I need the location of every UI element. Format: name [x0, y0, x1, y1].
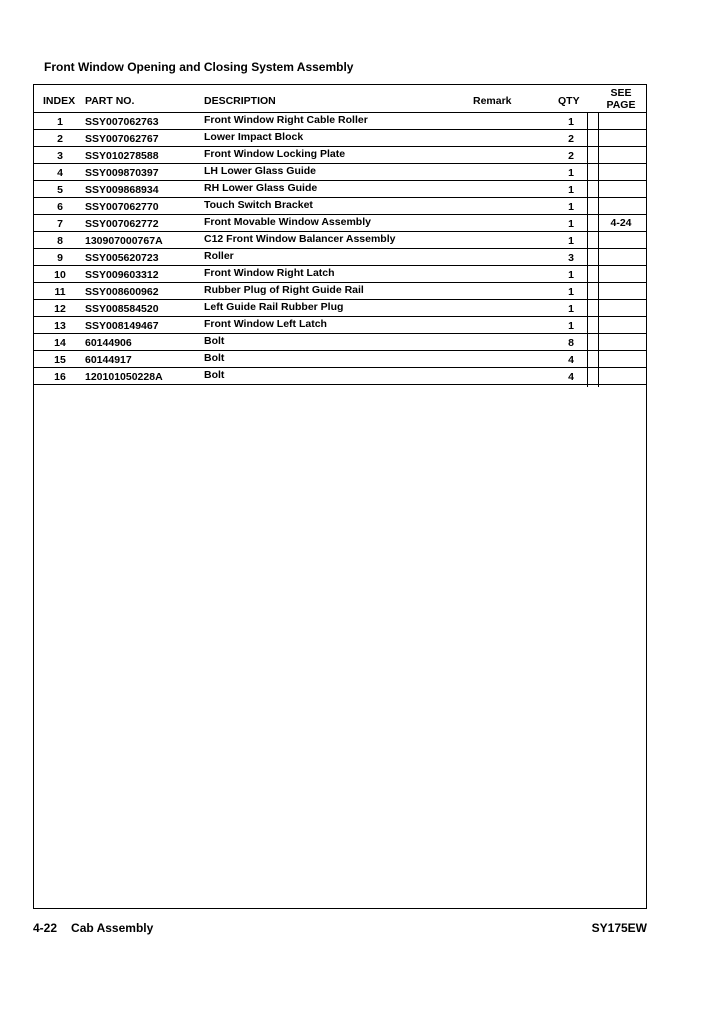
- cell-see-page: 4-24: [610, 217, 632, 229]
- cell-description: RH Lower Glass Guide: [204, 182, 318, 194]
- cell-index: 13: [54, 320, 66, 332]
- cell-qty: 1: [568, 320, 574, 332]
- header-qty: QTY: [558, 95, 580, 107]
- cell-part-no: SSY007062772: [85, 218, 159, 230]
- cell-qty: 4: [568, 354, 574, 366]
- table-row: [34, 198, 646, 215]
- cell-index: 6: [57, 201, 63, 213]
- table-row: [34, 351, 646, 368]
- cell-index: 3: [57, 150, 63, 162]
- cell-qty: 1: [568, 269, 574, 281]
- header-see-page: [601, 87, 641, 111]
- cell-part-no: SSY007062770: [85, 201, 159, 213]
- table-row: [34, 164, 646, 181]
- cell-part-no: SSY008584520: [85, 303, 159, 315]
- cell-part-no: SSY008600962: [85, 286, 159, 298]
- cell-description: Bolt: [204, 352, 225, 364]
- header-see-line1: SEE: [610, 87, 632, 99]
- cell-index: 11: [54, 286, 66, 298]
- cell-part-no: SSY007062767: [85, 133, 159, 145]
- table-row: [34, 317, 646, 334]
- cell-index: 12: [54, 303, 66, 315]
- cell-part-no: 60144906: [85, 337, 132, 349]
- cell-description: LH Lower Glass Guide: [204, 165, 317, 177]
- cell-description: Front Window Right Latch: [204, 267, 335, 279]
- table-row: [34, 334, 646, 351]
- header-part-no: PART NO.: [85, 95, 135, 107]
- cell-qty: 8: [568, 337, 574, 349]
- table-row: [34, 249, 646, 266]
- cell-part-no: 60144917: [85, 354, 132, 366]
- cell-index: 10: [54, 269, 66, 281]
- parts-table: [33, 84, 647, 909]
- cell-index: 15: [54, 354, 66, 366]
- cell-index: 8: [57, 235, 63, 247]
- header-see-line2: PAGE: [606, 99, 636, 111]
- cell-part-no: 130907000767A: [85, 235, 163, 247]
- cell-qty: 1: [568, 167, 574, 179]
- table-row: [34, 147, 646, 164]
- cell-qty: 1: [568, 303, 574, 315]
- cell-index: 7: [57, 218, 63, 230]
- cell-description: Lower Impact Block: [204, 131, 304, 143]
- cell-description: Left Guide Rail Rubber Plug: [204, 301, 344, 313]
- cell-part-no: SSY009868934: [85, 184, 159, 196]
- cell-description: Front Movable Window Assembly: [204, 216, 371, 228]
- table-header: [34, 85, 646, 113]
- table-body: [34, 113, 646, 385]
- cell-index: 16: [54, 371, 66, 383]
- cell-qty: 1: [568, 235, 574, 247]
- table-row: [34, 181, 646, 198]
- cell-part-no: SSY010278588: [85, 150, 159, 162]
- cell-description: Bolt: [204, 335, 225, 347]
- header-index: INDEX: [43, 95, 76, 107]
- footer-model: SY175EW: [591, 921, 647, 935]
- table-row: [34, 130, 646, 147]
- cell-part-no: SSY005620723: [85, 252, 159, 264]
- cell-part-no: SSY007062763: [85, 116, 159, 128]
- cell-qty: 3: [568, 252, 574, 264]
- cell-description: Rubber Plug of Right Guide Rail: [204, 284, 364, 296]
- cell-qty: 1: [568, 184, 574, 196]
- footer-section: Cab Assembly: [71, 921, 154, 935]
- cell-description: Front Window Right Cable Roller: [204, 114, 368, 126]
- cell-part-no: 120101050228A: [85, 371, 163, 383]
- cell-description: Roller: [204, 250, 234, 262]
- cell-qty: 2: [568, 133, 574, 145]
- table-row: [34, 266, 646, 283]
- table-row: [34, 113, 646, 130]
- cell-description: Touch Switch Bracket: [204, 199, 313, 211]
- cell-qty: 1: [568, 286, 574, 298]
- table-row: [34, 283, 646, 300]
- cell-part-no: SSY009603312: [85, 269, 159, 281]
- cell-index: 1: [57, 116, 63, 128]
- cell-index: 14: [54, 337, 66, 349]
- header-remark: Remark: [473, 95, 512, 107]
- cell-index: 2: [57, 133, 63, 145]
- cell-index: 5: [57, 184, 63, 196]
- header-description: DESCRIPTION: [204, 95, 276, 107]
- cell-qty: 1: [568, 116, 574, 128]
- cell-qty: 2: [568, 150, 574, 162]
- cell-qty: 4: [568, 371, 574, 383]
- table-row: [34, 368, 646, 385]
- page-title: Front Window Opening and Closing System Assembly: [44, 60, 354, 74]
- cell-description: Front Window Left Latch: [204, 318, 327, 330]
- footer-left: [33, 921, 153, 935]
- table-row: [34, 232, 646, 249]
- cell-description: C12 Front Window Balancer Assembly: [204, 233, 396, 245]
- cell-qty: 1: [568, 201, 574, 213]
- cell-index: 4: [57, 167, 63, 179]
- cell-qty: 1: [568, 218, 574, 230]
- cell-index: 9: [57, 252, 63, 264]
- cell-description: Bolt: [204, 369, 225, 381]
- footer-page-number: 4-22: [33, 921, 58, 935]
- cell-description: Front Window Locking Plate: [204, 148, 346, 160]
- table-row: [34, 215, 646, 232]
- cell-part-no: SSY008149467: [85, 320, 159, 332]
- cell-part-no: SSY009870397: [85, 167, 159, 179]
- table-row: [34, 300, 646, 317]
